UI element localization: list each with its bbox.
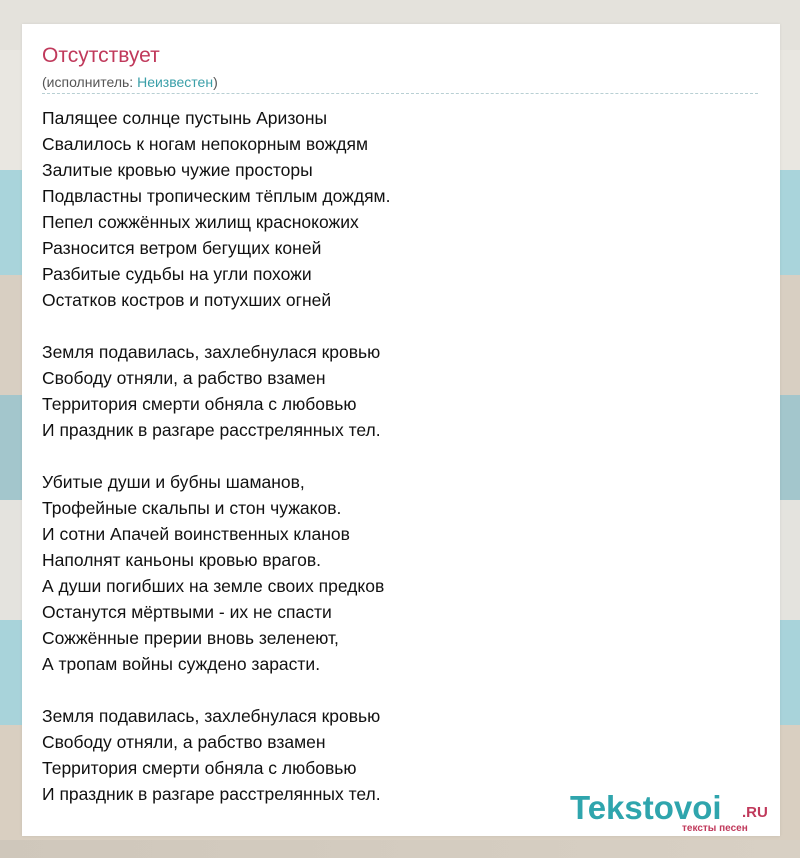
lyric-line: Залитые кровью чужие просторы <box>42 160 313 180</box>
lyric-line: А тропам войны суждено зарасти. <box>42 654 321 674</box>
lyrics-card <box>22 24 780 836</box>
lyric-line: Трофейные скальпы и стон чужаков. <box>42 498 342 518</box>
site-logo[interactable] <box>570 790 780 834</box>
stanza-gap <box>42 677 742 703</box>
stanza-gap <box>42 443 742 469</box>
song-title: Отсутствует <box>42 44 160 67</box>
stanza <box>42 469 742 677</box>
bottom-strip <box>0 840 800 858</box>
lyric-line: Останутся мёртвыми - их не спасти <box>42 602 332 622</box>
lyric-line: Разносится ветром бегущих коней <box>42 238 322 258</box>
stanza <box>42 105 742 313</box>
artist-prefix: (исполнитель: <box>42 74 138 90</box>
lyric-line: Убитые души и бубны шаманов, <box>42 472 305 492</box>
lyric-line: И праздник в разгаре расстрелянных тел. <box>42 784 381 804</box>
logo-wordmark: Tekstovoi <box>570 789 722 826</box>
lyric-line: Территория смерти обняла с любовью <box>42 758 357 778</box>
lyric-line: Подвластны тропическим тёплым дождям. <box>42 186 391 206</box>
lyric-line: Наполнят каньоны кровью врагов. <box>42 550 321 570</box>
artist-line <box>42 74 218 90</box>
lyric-line: Территория смерти обняла с любовью <box>42 394 357 414</box>
lyric-line: Палящее солнце пустынь Аризоны <box>42 108 328 128</box>
logo-domain: .RU <box>742 804 768 821</box>
lyric-line: Свалилось к ногам непокорным вождям <box>42 134 368 154</box>
artist-link[interactable]: Неизвестен <box>137 74 214 90</box>
lyric-line: Земля подавилась, захлебнулася кровью <box>42 342 381 362</box>
stanza <box>42 339 742 443</box>
lyric-line: И сотни Апачей воинственных кланов <box>42 524 350 544</box>
lyric-line: Земля подавилась, захлебнулася кровью <box>42 706 381 726</box>
lyric-line: Пепел сожжённых жилищ краснокожих <box>42 212 359 232</box>
lyric-line: Остатков костров и потухших огней <box>42 290 332 310</box>
lyric-line: Свободу отняли, а рабство взамен <box>42 732 326 752</box>
lyric-line: А души погибших на земле своих предков <box>42 576 385 596</box>
logo-tagline: тексты песен <box>682 823 748 834</box>
lyric-line: Разбитые судьбы на угли похожи <box>42 264 312 284</box>
stanza-gap <box>42 313 742 339</box>
lyric-line: И праздник в разгаре расстрелянных тел. <box>42 420 381 440</box>
lyric-line: Свободу отняли, а рабство взамен <box>42 368 326 388</box>
lyrics-text <box>42 105 742 807</box>
artist-suffix: ) <box>213 74 218 90</box>
header-divider <box>42 93 758 94</box>
lyric-line: Сожжённые прерии вновь зеленеют, <box>42 628 339 648</box>
